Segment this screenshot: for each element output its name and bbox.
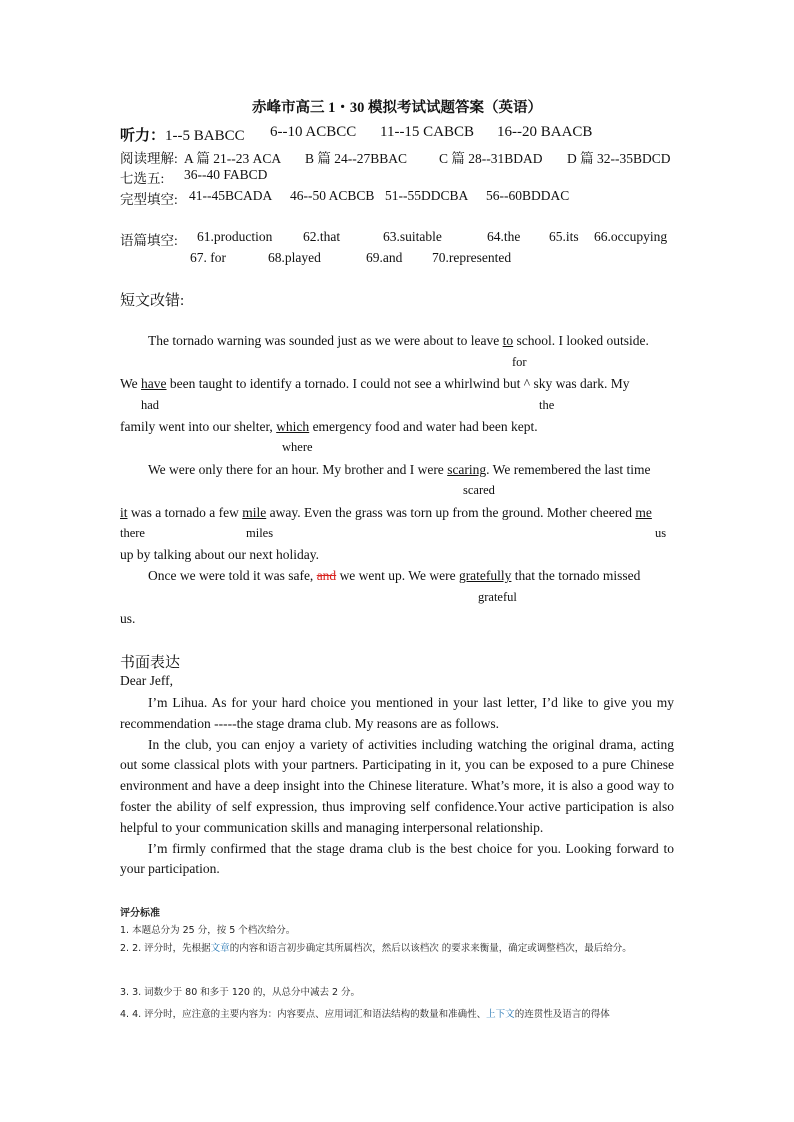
seven-five-answer: 36--40 FABCD	[184, 167, 268, 182]
ec-correction: there	[120, 526, 145, 540]
reading-label: 阅读理解:	[120, 151, 178, 166]
writing-salutation: Dear Jeff,	[120, 673, 173, 688]
ec-error-word: scaring	[447, 462, 487, 477]
writing-paragraph: In the club, you can enjoy a variety of activities including watching the original drama, acting out some classical plots with your partners. Participating in it, you can be exposed to a pure Chinese environment and have a deep insight into the Chinese literature. What’s more, it is also a good way to foster the ability of self expression, thus improving self confidence.Your active participation is also helpful to your communication skills and managing interpersonal relationship.	[120, 736, 674, 835]
ec-text: we went up. We were	[336, 568, 459, 583]
ec-text: We were only there for an hour. My brother and I were	[148, 462, 448, 477]
ec-text: school. I looked outside.	[513, 333, 649, 348]
ec-deleted-word: and	[316, 568, 337, 583]
ec-line: us.	[120, 611, 136, 626]
ec-text: The tornado warning was sounded just as we were about to leave	[148, 333, 503, 348]
grammar-fill-item: 64.the	[487, 229, 521, 244]
scoring-text: 4. 4. 评分时，应注意的主要内容为：内容要点、应用词汇和语法结构的数量和准确性、	[120, 1009, 487, 1020]
scoring-link[interactable]: 上下文	[486, 1009, 515, 1020]
ec-correction: grateful	[478, 590, 517, 604]
grammar-fill-item: 63.suitable	[383, 229, 442, 244]
scoring-text: 的内容和语言初步确定其所属档次，然后以该档次 的要求来衡量，确定或调整档次，最后给分。	[229, 943, 632, 954]
ec-error-word: me	[635, 505, 652, 520]
ec-error-word: gratefully	[458, 568, 512, 583]
reading-item: B 篇 24--27BBAC	[305, 151, 408, 166]
cloze-item: 51--55DDCBA	[385, 188, 469, 203]
ec-error-word: to	[502, 333, 514, 348]
cloze-item: 56--60BDDAC	[486, 188, 570, 203]
ec-text: We	[120, 376, 142, 391]
ec-text: Once we were told it was safe,	[148, 568, 317, 583]
grammar-fill-item: 65.its	[549, 229, 579, 244]
grammar-fill-item: 68.played	[268, 250, 321, 265]
scoring-text: 的连贯性及语言的得体	[514, 1009, 610, 1020]
scoring-item: 1. 本题总分为 25 分，按 5 个档次给分。	[120, 925, 296, 936]
ec-line	[120, 505, 652, 521]
scoring-item: 3. 3. 词数少于 80 和多于 120 的，从总分中减去 2 分。	[120, 987, 361, 998]
reading-item: D 篇 32--35BDCD	[567, 151, 671, 166]
ec-text: was a tornado a few	[127, 505, 243, 520]
ec-line	[148, 333, 649, 349]
ec-correction: us	[655, 526, 667, 540]
ec-error-word: mile	[242, 505, 267, 520]
ec-correction: scared	[463, 483, 495, 497]
ec-error-word: which	[276, 419, 310, 434]
ec-text: emergency food and water had been kept.	[309, 419, 538, 434]
ec-text: . We remembered the last time	[486, 462, 651, 477]
ec-error-word: have	[141, 376, 167, 391]
grammar-fill-item: 69.and	[366, 250, 403, 265]
listening-item: 1--5 BABCC	[165, 128, 245, 144]
ec-line	[120, 376, 630, 392]
page-title: 赤峰市高三 1・30 模拟考试试题答案（英语）	[252, 100, 542, 116]
grammar-fill-item: 67. for	[190, 250, 226, 265]
ec-line	[120, 419, 538, 435]
error-correction-heading: 短文改错:	[120, 293, 185, 309]
ec-text: family went into our shelter,	[120, 419, 277, 434]
scoring-item	[120, 1006, 610, 1020]
scoring-item	[120, 940, 680, 957]
cloze-item: 46--50 ACBCB	[290, 188, 375, 203]
listening-item: 6--10 ACBCC	[270, 124, 357, 140]
grammar-fill-item: 61.production	[197, 229, 273, 244]
ec-line: up by talking about our next holiday.	[120, 547, 319, 562]
cloze-item: 41--45BCADA	[189, 188, 273, 203]
ec-text: been taught to identify a tornado. I could not see a whirlwind but ^ sky was dark. My	[166, 376, 630, 391]
reading-item: C 篇 28--31BDAD	[439, 151, 543, 166]
listening-item: 16--20 BAACB	[497, 124, 593, 140]
grammar-fill-label: 语篇填空:	[120, 233, 178, 248]
grammar-fill-item: 70.represented	[432, 250, 512, 265]
scoring-link[interactable]: 文章	[210, 943, 230, 954]
writing-paragraph: I’m Lihua. As for your hard choice you mentioned in your last letter, I’d like to give you my recommendation -----the stage drama club. My reasons are as follows.	[120, 695, 674, 731]
ec-text: away. Even the grass was torn up from the ground. Mother cheered	[266, 505, 636, 520]
ec-line	[148, 462, 651, 478]
listening-label: 听力：	[120, 128, 166, 144]
cloze-label: 完型填空:	[120, 192, 178, 207]
ec-correction: for	[512, 355, 527, 369]
ec-correction: miles	[246, 526, 274, 540]
writing-body	[120, 693, 674, 880]
ec-line	[148, 568, 640, 584]
writing-heading: 书面表达	[120, 655, 181, 671]
scoring-heading: 评分标准	[120, 908, 160, 919]
grammar-fill-item: 66.occupying	[594, 229, 668, 244]
scoring-text: 2. 2. 评分时，先根据	[120, 943, 211, 954]
listening-row	[120, 124, 245, 145]
ec-correction: had	[141, 398, 160, 412]
ec-correction: where	[282, 440, 313, 454]
ec-correction: the	[539, 398, 555, 412]
grammar-fill-item: 62.that	[303, 229, 341, 244]
reading-item: A 篇 21--23 ACA	[184, 151, 282, 166]
writing-paragraph: I’m firmly confirmed that the stage drama club is the best choice for you. Looking forward to your participation.	[120, 840, 674, 877]
ec-text: that the tornado missed	[511, 568, 641, 583]
seven-five-label: 七选五:	[120, 171, 165, 186]
listening-item: 11--15 CABCB	[380, 124, 475, 140]
ec-error-word: it	[120, 505, 128, 520]
